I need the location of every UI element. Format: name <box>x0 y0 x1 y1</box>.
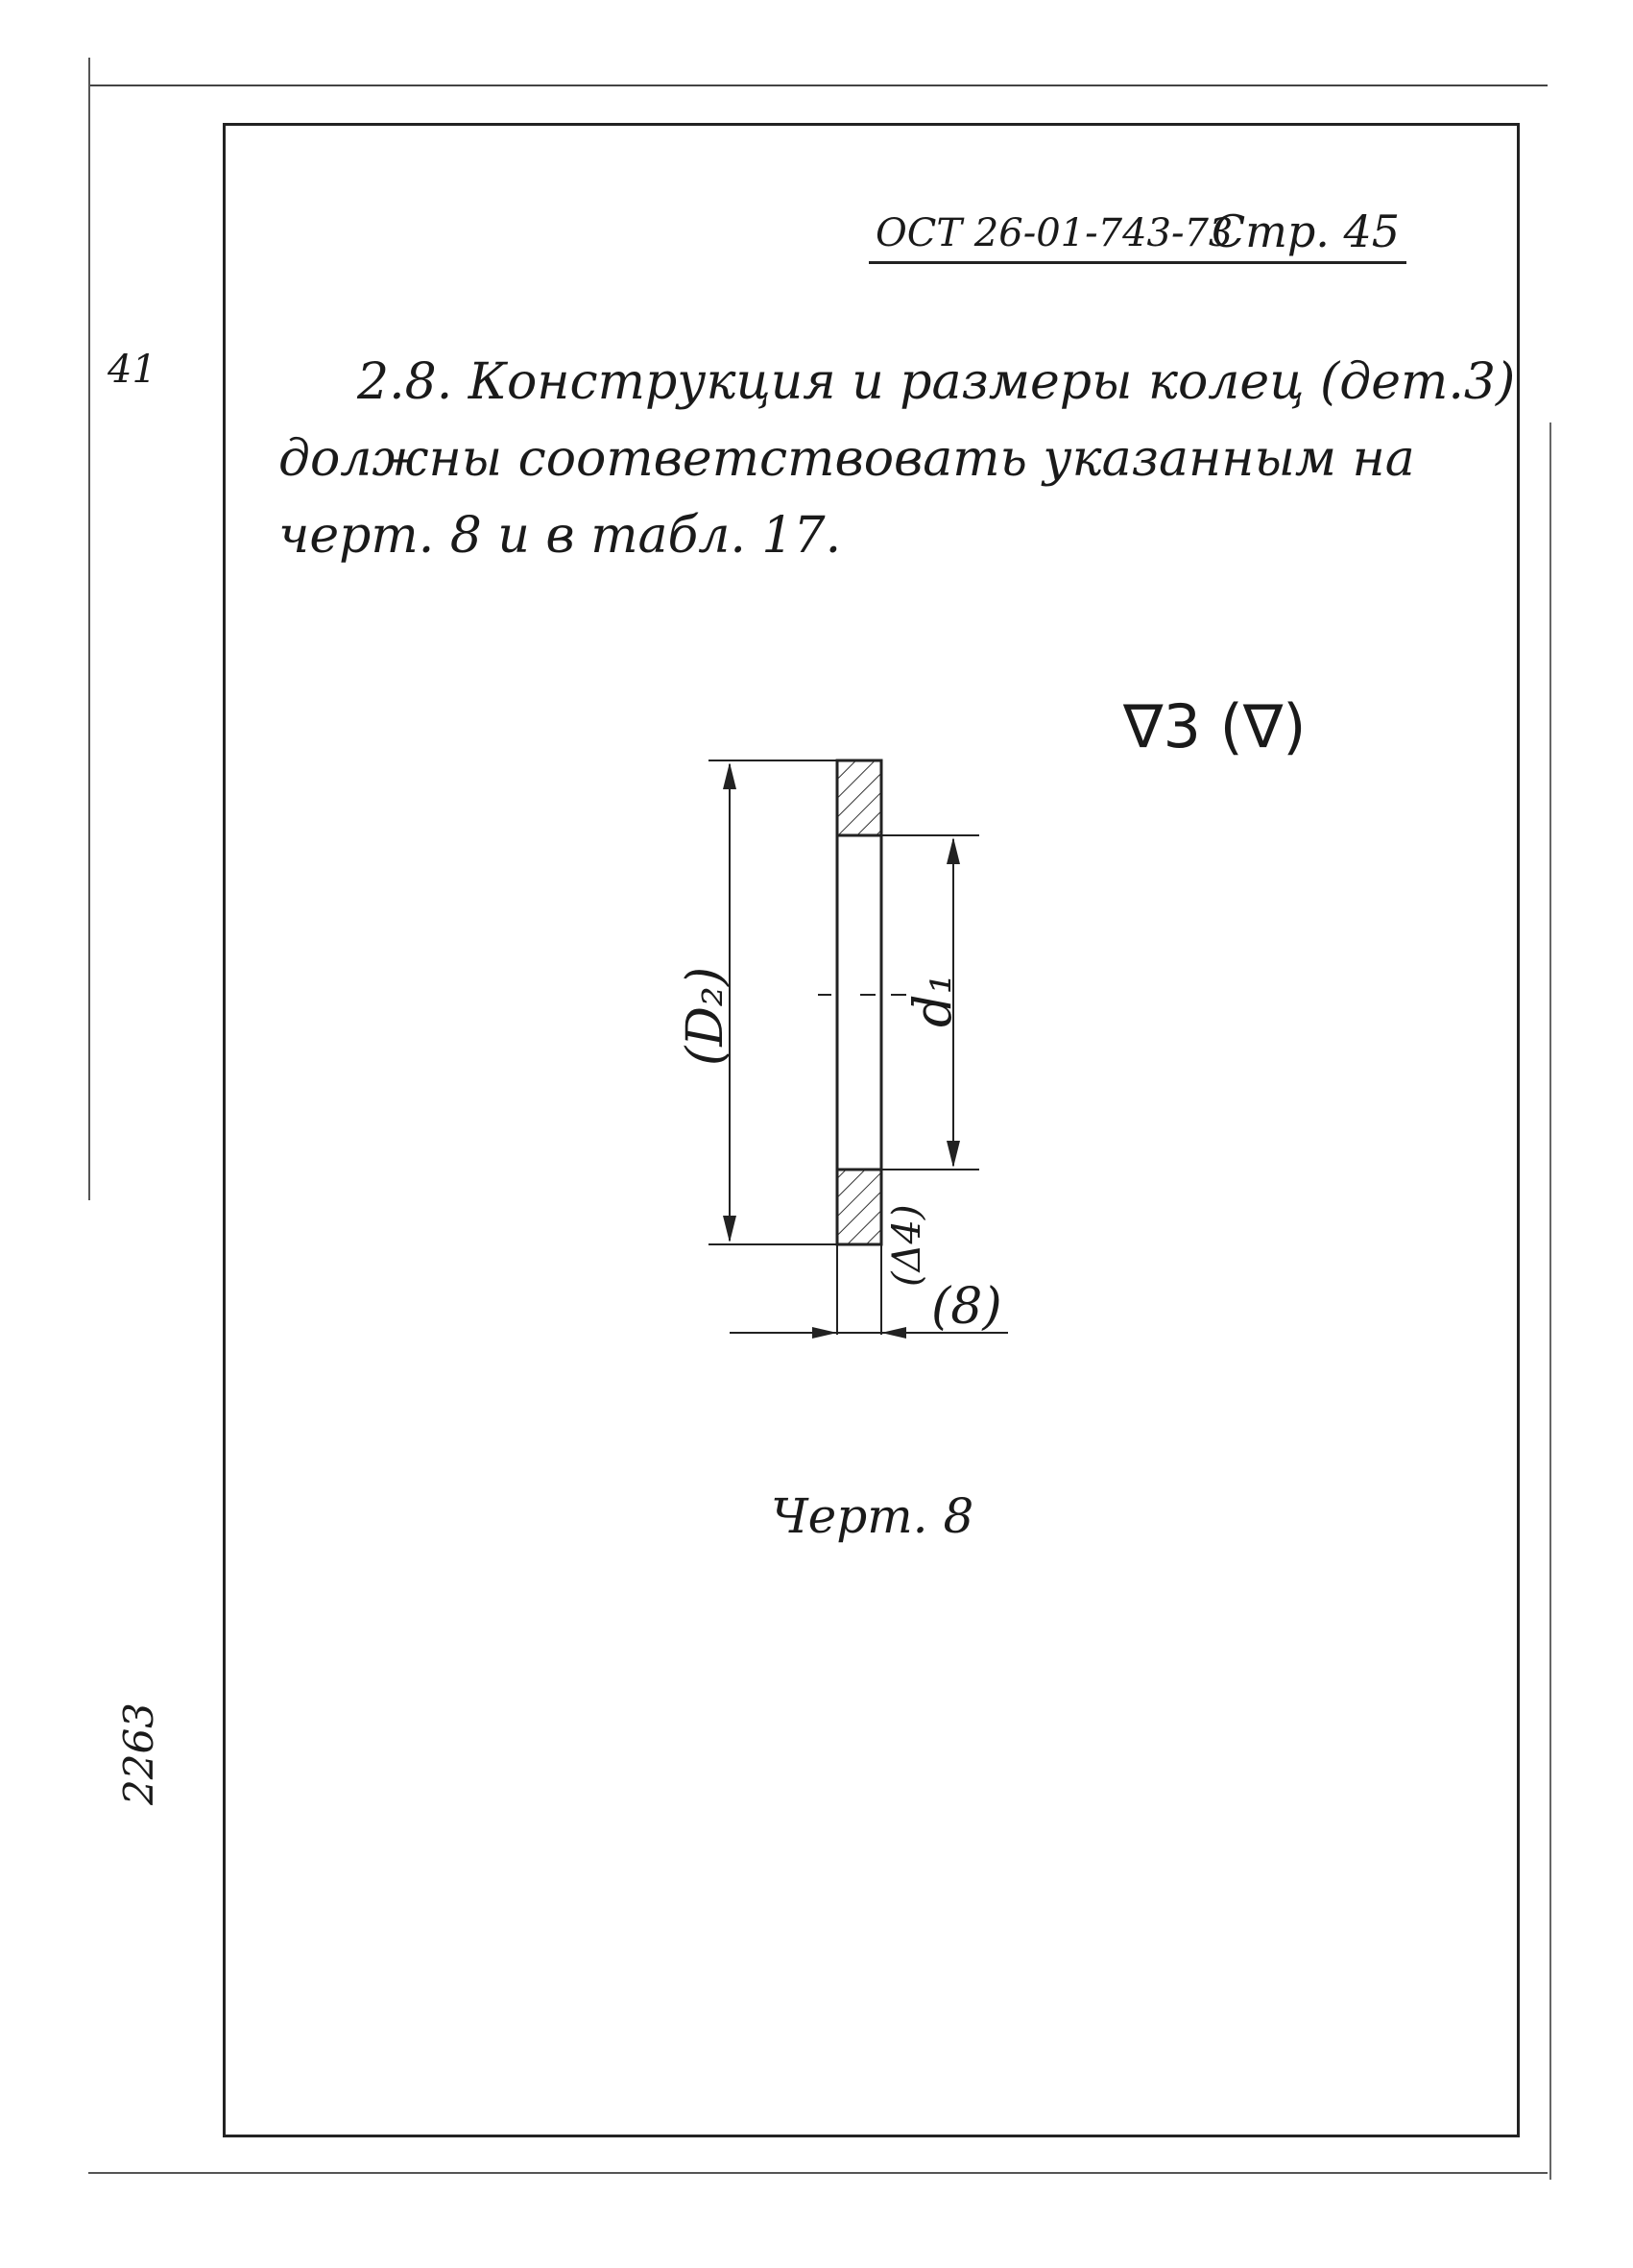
document-code: ОСТ 26-01-743-73 <box>876 211 1234 255</box>
label-d2: (D₂) <box>677 966 734 1066</box>
label-delta: (Δ4) <box>885 1204 929 1287</box>
paragraph-line-1: 2.8. Конструкция и размеры колец (дет.3) <box>357 353 1516 411</box>
upper-hatched-section <box>837 760 881 835</box>
label-d1: d₁ <box>902 973 963 1027</box>
surface-roughness-mark: ∇3 (∇) <box>1123 691 1307 761</box>
paragraph-line-2: должны соответствовать указанным на <box>278 430 1415 488</box>
label-b: (8) <box>931 1278 1002 1336</box>
paragraph-line-3: черт. 8 и в табл. 17. <box>278 507 842 565</box>
side-number: 2263 <box>115 1702 162 1805</box>
page-label: Стр. 45 <box>1212 205 1401 257</box>
margin-number: 41 <box>108 348 156 392</box>
figure-caption: Черт. 8 <box>771 1488 974 1544</box>
lower-hatched-section <box>837 1170 881 1244</box>
